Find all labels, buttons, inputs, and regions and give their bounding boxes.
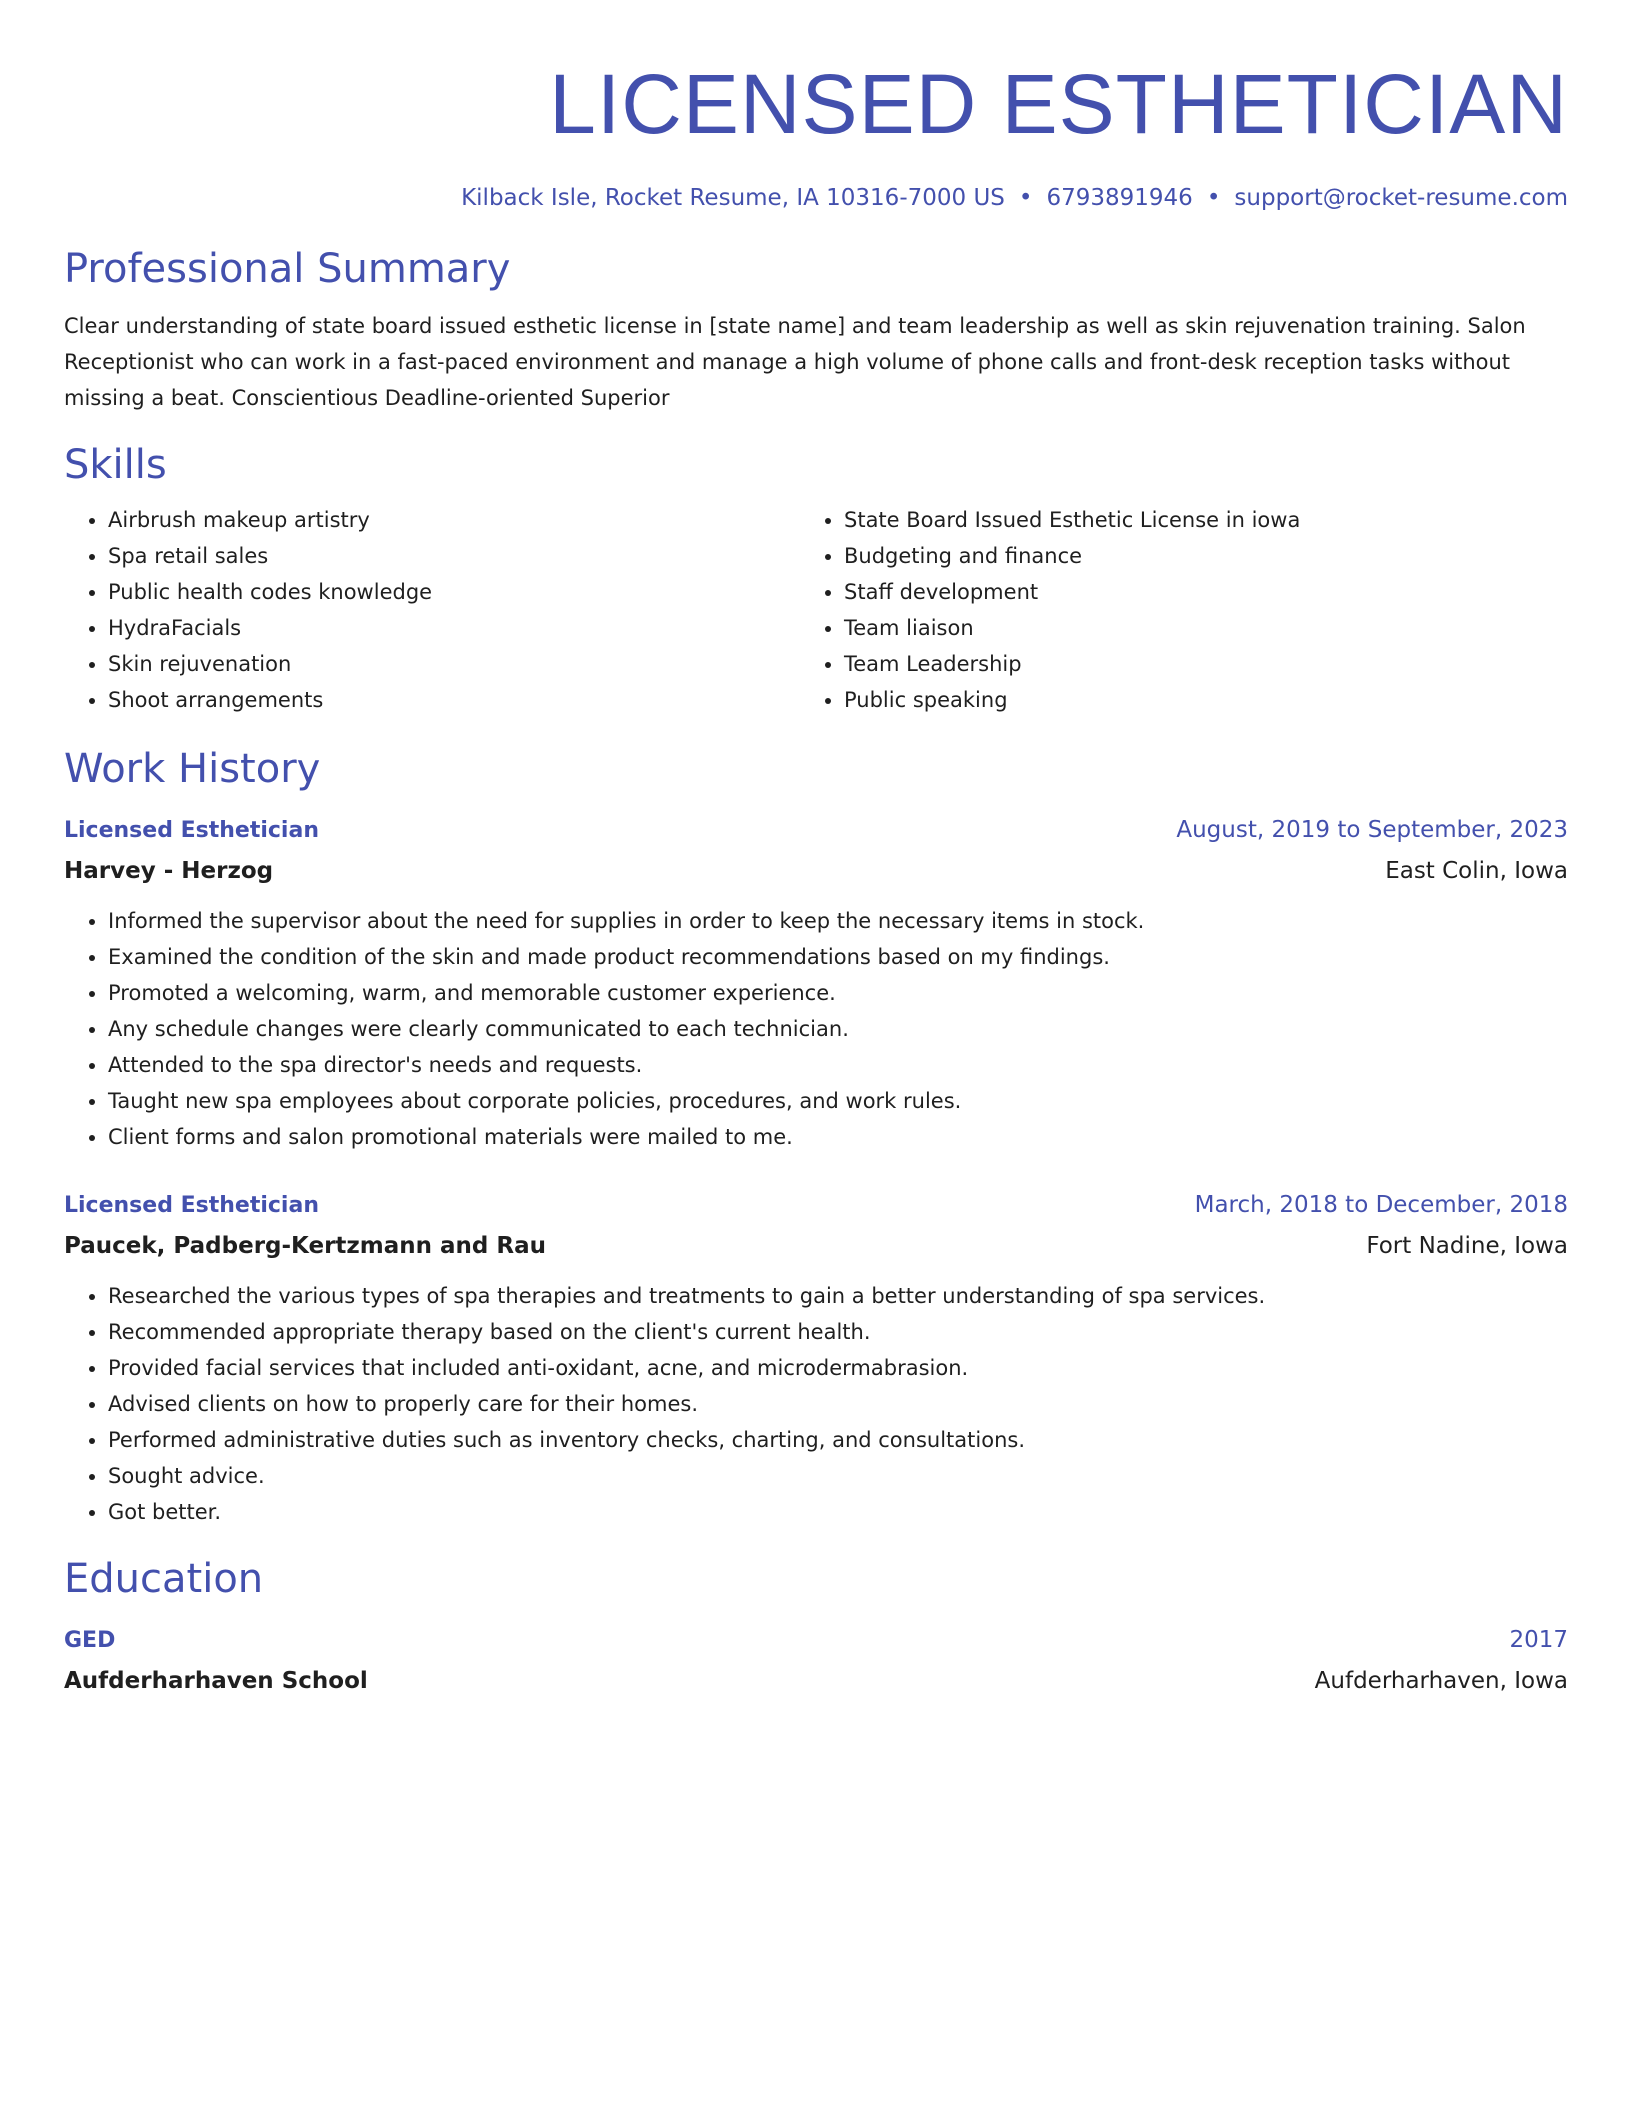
job-duties: [64, 1278, 1568, 1530]
job-location: Fort Nadine, Iowa: [1366, 1233, 1568, 1259]
job-duty: • Taught new spa employees about corporate policies, procedures, and work rules.: [108, 1083, 1568, 1119]
skill-item: • Public health codes knowledge: [108, 574, 800, 610]
education-location: Aufderharhaven, Iowa: [1314, 1668, 1568, 1694]
work-history-section: [64, 744, 1568, 1530]
job-dates: August, 2019 to September, 2023: [1176, 817, 1568, 843]
job-duty: • Sought advice.: [108, 1458, 1568, 1494]
skill-item: • Public speaking: [844, 682, 1536, 718]
job-dates: March, 2018 to December, 2018: [1194, 1192, 1568, 1218]
job-duty: • Attended to the spa director's needs and requests.: [108, 1047, 1568, 1083]
job-entry: [64, 812, 1568, 1155]
skills-section: [64, 440, 1568, 718]
skill-item: • Airbrush makeup artistry: [108, 502, 800, 538]
job-duty: • Researched the various types of spa therapies and treatments to gain a better understanding of spa services.: [108, 1278, 1568, 1314]
education-school-row: [64, 1663, 1568, 1699]
job-duty: • Informed the supervisor about the need for supplies in order to keep the necessary items in stock.: [108, 903, 1568, 939]
contact-separator: •: [1206, 185, 1221, 211]
skills-grid: [64, 502, 1568, 718]
job-duty: • Advised clients on how to properly care for their homes.: [108, 1386, 1568, 1422]
summary-section: [64, 244, 1568, 416]
job-location: East Colin, Iowa: [1385, 858, 1568, 884]
contact-address: Kilback Isle, Rocket Resume, IA 10316-7000 US: [461, 185, 1005, 211]
contact-separator: •: [1018, 185, 1033, 211]
education-school: Aufderharhaven School: [64, 1668, 368, 1694]
job-entry: [64, 1187, 1568, 1530]
education-heading: Education: [64, 1556, 264, 1602]
skill-item: • Spa retail sales: [108, 538, 800, 574]
skills-heading: Skills: [64, 442, 167, 488]
education-section: [64, 1554, 1568, 1699]
skill-item: • HydraFacials: [108, 610, 800, 646]
summary-text: Clear understanding of state board issued esthetic license in [state name] and team leadership as well as skin rejuvenation training. Salon Receptionist who can work in a fast-paced environment and manage a high volume of phone calls and front-desk reception tasks without missing a beat. Conscientious Deadline-oriented Superior: [64, 314, 1526, 410]
job-duty: • Performed administrative duties such as inventory checks, charting, and consultations.: [108, 1422, 1568, 1458]
job-header: [64, 812, 1568, 849]
job-company: Harvey - Herzog: [64, 858, 274, 884]
work-history-heading: Work History: [64, 746, 321, 792]
skills-list-left: [64, 502, 800, 718]
skill-item: • Team Leadership: [844, 646, 1536, 682]
skill-item: • Staff development: [844, 574, 1536, 610]
job-duty: • Got better.: [108, 1494, 1568, 1530]
resume-name: LICENSED ESTHETICIAN: [549, 57, 1568, 151]
education-header: [64, 1622, 1568, 1659]
job-duties: [64, 903, 1568, 1155]
resume-header: [64, 56, 1568, 214]
summary-heading: Professional Summary: [64, 246, 511, 292]
education-degree: GED: [64, 1628, 116, 1653]
job-duty: • Any schedule changes were clearly communicated to each technician.: [108, 1011, 1568, 1047]
job-header: [64, 1187, 1568, 1224]
job-duty: • Provided facial services that included anti-oxidant, acne, and microdermabrasion.: [108, 1350, 1568, 1386]
skill-item: • Shoot arrangements: [108, 682, 800, 718]
job-duty: • Promoted a welcoming, warm, and memorable customer experience.: [108, 975, 1568, 1011]
job-employer-row: [64, 853, 1568, 889]
skills-list-right: [800, 502, 1536, 718]
contact-email: support@rocket-resume.com: [1234, 185, 1568, 211]
job-company: Paucek, Padberg-Kertzmann and Rau: [64, 1233, 547, 1259]
contact-phone: 6793891946: [1046, 185, 1193, 211]
skill-item: • State Board Issued Esthetic License in iowa: [844, 502, 1536, 538]
skill-item: • Budgeting and finance: [844, 538, 1536, 574]
job-duty: • Examined the condition of the skin and made product recommendations based on my findings.: [108, 939, 1568, 975]
job-duty: • Recommended appropriate therapy based on the client's current health.: [108, 1314, 1568, 1350]
skill-item: • Team liaison: [844, 610, 1536, 646]
skill-item: • Skin rejuvenation: [108, 646, 800, 682]
job-duty: • Client forms and salon promotional materials were mailed to me.: [108, 1119, 1568, 1155]
job-employer-row: [64, 1228, 1568, 1264]
job-title: Licensed Esthetician: [64, 818, 319, 843]
contact-line: [64, 182, 1568, 214]
education-year: 2017: [1509, 1627, 1568, 1653]
job-title: Licensed Esthetician: [64, 1193, 319, 1218]
